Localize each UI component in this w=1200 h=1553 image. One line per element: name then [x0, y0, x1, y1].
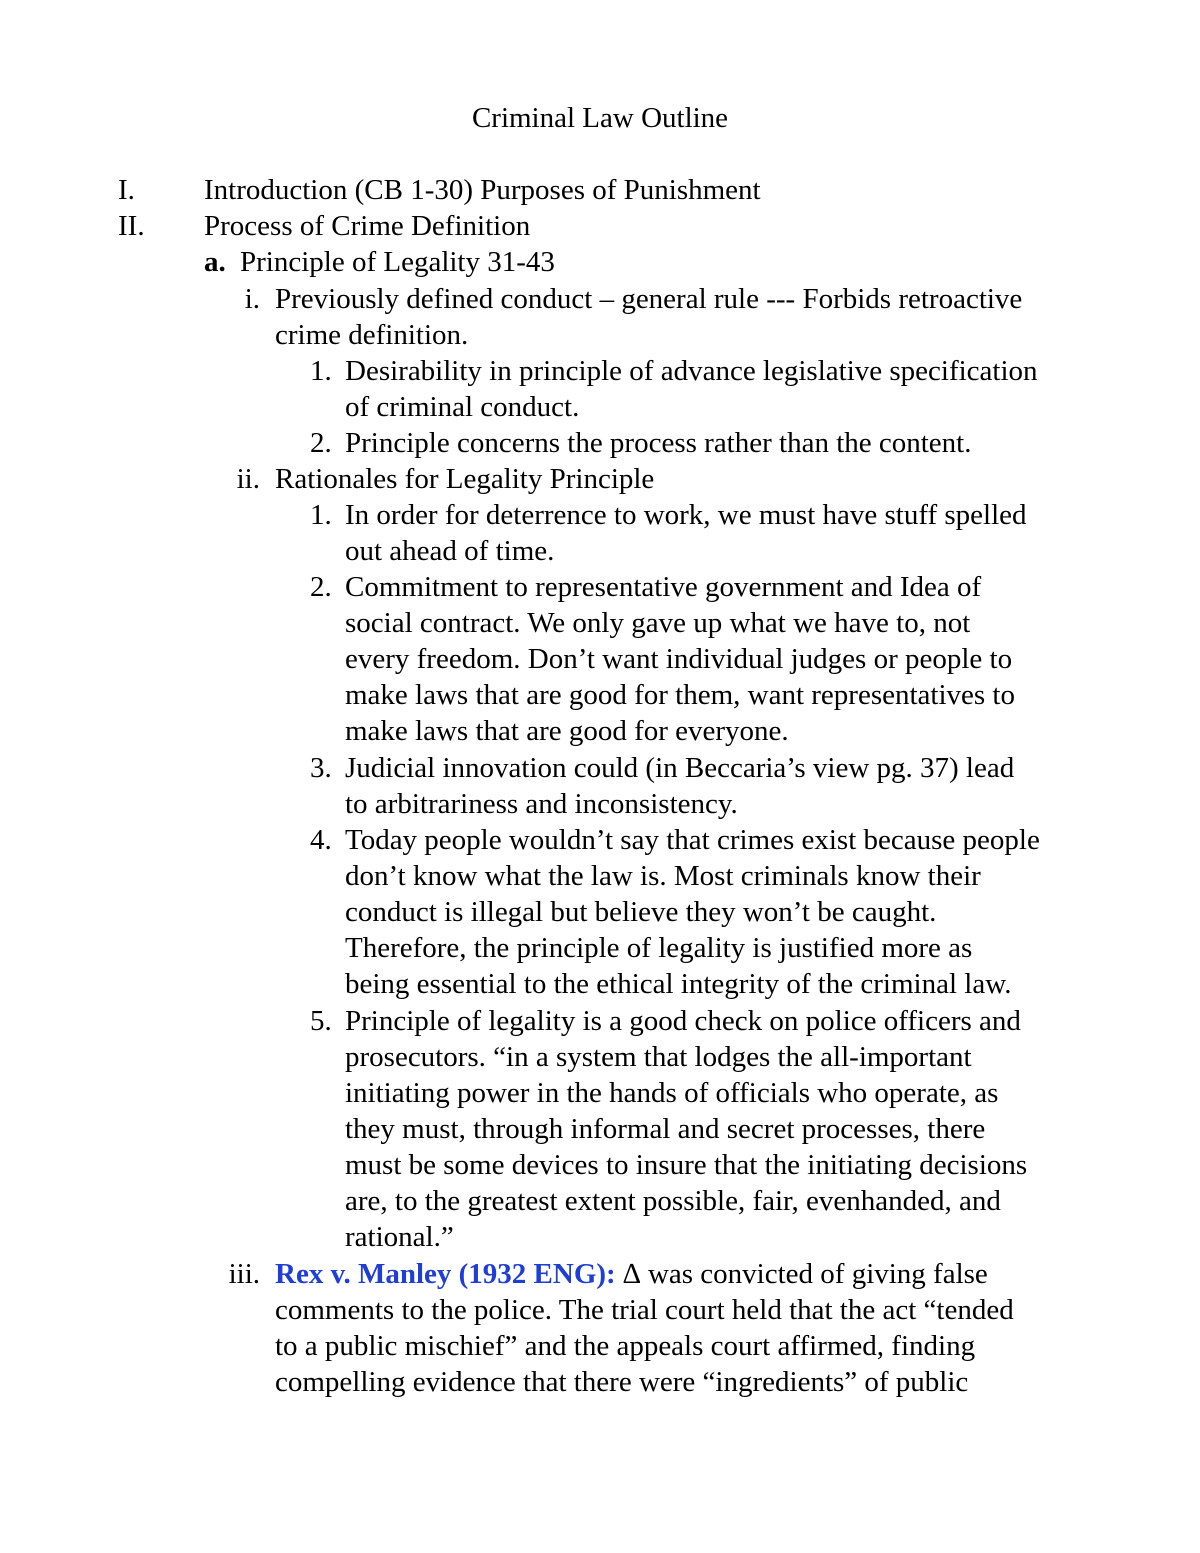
- outline-marker-ii: ii.: [236, 463, 260, 495]
- page-title: Criminal Law Outline: [471, 102, 729, 134]
- outline-marker-ii-2: 2.: [310, 571, 332, 603]
- outline-item-ii-3-line: Judicial innovation could (in Beccaria’s view pg. 37) lead: [345, 752, 1015, 784]
- outline-marker-ii-4: 4.: [310, 824, 332, 856]
- outline-item-ii-4-line: Today people wouldn’t say that crimes exist because people: [345, 824, 1040, 856]
- outline-item-II: Process of Crime Definition: [204, 210, 531, 242]
- outline-item-ii-4-line: conduct is illegal but believe they won’t be caught.: [345, 896, 937, 928]
- outline-item-i-1-line: of criminal conduct.: [345, 391, 580, 423]
- outline-item-iii-line: comments to the police. The trial court held that the act “tended: [275, 1294, 1014, 1326]
- outline-item-ii-5-line: they must, through informal and secret processes, there: [345, 1113, 986, 1145]
- outline-item-iii-line: to a public mischief” and the appeals court affirmed, finding: [275, 1330, 976, 1362]
- case-name-rex-v-manley: Rex v. Manley (1932 ENG):: [275, 1258, 616, 1290]
- outline-marker-I: I.: [118, 174, 135, 206]
- outline-item-ii-5-line: Principle of legality is a good check on police officers and: [345, 1005, 1021, 1037]
- outline-item-ii-2-line: every freedom. Don’t want individual judges or people to: [345, 643, 1013, 675]
- outline-marker-ii-5: 5.: [310, 1005, 332, 1037]
- outline-item-ii-5-line: prosecutors. “in a system that lodges the all-important: [345, 1041, 972, 1073]
- outline-item-ii-3-line: to arbitrariness and inconsistency.: [345, 788, 738, 820]
- outline-marker-II: II.: [118, 210, 145, 242]
- outline-item-a: Principle of Legality 31-43: [240, 246, 555, 278]
- outline-item-ii-1-line: In order for deterrence to work, we must have stuff spelled: [345, 499, 1027, 531]
- outline-marker-i-1: 1.: [310, 355, 332, 387]
- outline-item-i-line: crime definition.: [275, 319, 469, 351]
- outline-marker-i: i.: [244, 283, 260, 315]
- outline-item-I: Introduction (CB 1-30) Purposes of Punishment: [204, 174, 761, 206]
- outline-item-ii-2-line: make laws that are good for everyone.: [345, 715, 789, 747]
- outline-item-ii-1-line: out ahead of time.: [345, 535, 555, 567]
- outline-item-i-2-line: Principle concerns the process rather than the content.: [345, 427, 972, 459]
- outline-item-ii-5-line: are, to the greatest extent possible, fair, evenhanded, and: [345, 1185, 1001, 1217]
- outline-item-iii-first-line: [275, 1256, 988, 1292]
- outline-item-iii-line: compelling evidence that there were “ingredients” of public: [275, 1366, 969, 1398]
- outline-item-ii-2-line: Commitment to representative government and Idea of: [345, 571, 982, 603]
- outline-item-ii-5-line: rational.”: [345, 1221, 454, 1253]
- outline-item-ii-4-line: don’t know what the law is. Most criminals know their: [345, 860, 981, 892]
- outline-item-ii-5-line: must be some devices to insure that the initiating decisions: [345, 1149, 1028, 1181]
- outline-marker-a: a.: [204, 246, 226, 278]
- case-summary-start: ∆ was convicted of giving false: [615, 1258, 988, 1290]
- outline-item-ii-4-line: being essential to the ethical integrity of the criminal law.: [345, 968, 1012, 1000]
- outline-item-ii-4-line: Therefore, the principle of legality is justified more as: [345, 932, 973, 964]
- outline-item-ii-2-line: make laws that are good for them, want representatives to: [345, 679, 1015, 711]
- outline-item-ii-2-line: social contract. We only gave up what we have to, not: [345, 607, 971, 639]
- outline-item-i-1-line: Desirability in principle of advance legislative specification: [345, 355, 1038, 387]
- outline-item-ii-line: Rationales for Legality Principle: [275, 463, 655, 495]
- outline-marker-i-2: 2.: [310, 427, 332, 459]
- outline-marker-iii: iii.: [228, 1258, 260, 1290]
- outline-item-i-line: Previously defined conduct – general rule --- Forbids retroactive: [275, 283, 1023, 315]
- outline-marker-ii-3: 3.: [310, 752, 332, 784]
- outline-marker-ii-1: 1.: [310, 499, 332, 531]
- outline-item-ii-5-line: initiating power in the hands of officials who operate, as: [345, 1077, 999, 1109]
